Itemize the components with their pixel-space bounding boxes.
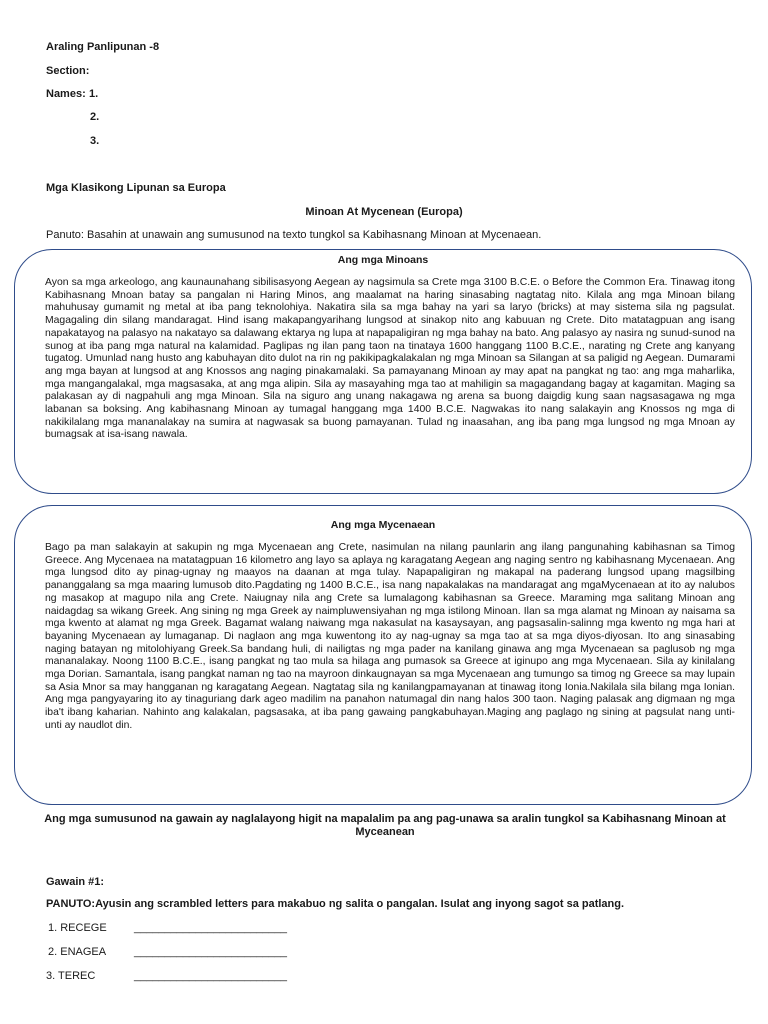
reading-instructions: Panuto: Basahin at unawain ang sumusunod na texto tungkol sa Kabihasnang Minoan at Mycenaean. xyxy=(46,229,542,241)
minoans-text: Ayon sa mga arkeologo, ang kaunaunahang sibilisasyong Aegean ay nagsimula sa Crete mga 3100 B.C.E. o Before the Common Era. Tinawag itong Kabihasnang Mnoan batay sa pangalan ni Haring Minos, ang maalamat na haring sinasabing nagtatag nito. Kilala ang mga Minoan bilang mahuhusay gumamit ng metal at iba pang teknolohiya. Nakatira sila sa mga bahay na yari sa laryo (bricks) at may sistema sila ng pagsulat. Magagaling din silang mandaragat. Hind isang makapangyarihang lungsod at sinakop nito ang kabuuan ng Crete. Dito matatagpuan ang isang napakatayog na palasyo na nakatayo sa dalawang ektarya ng lupa at napapaligiran ng mga bahay na bato. Ang palasyo ay nasira ng sunud-sunod na sunog at iba pang mga natural na kalamidad. Paglipas ng ilan pang taon na tinataya 1600 hanggang 1100 B.C.E., narating ng Crete ang kanyang tugatog. Umunlad nang husto ang kabuhayan dito dulot na rin ng pakikipagkalakalan ng mga Minoan sa Silangan at sa paligid ng Aegean. Dumarami ang mga bayan at lungsod at ang Knossos ang naging pinakamalaki. Sa pamayanang Minoan ay may apat na pangkat ng tao: ang mga maharlika, mga mangangalakal, mga magsasaka, at ang mga alipin. Sila ay masayahing mga tao at mahiligin sa magagandang bagay at kagamitan. Maging sa palakasan ay di nagpahuli ang mga Minoan. Sila na siguro ang unang nakagawa ng arena sa buong daigdig kung saan nagsasagawa ng mga labanan sa boksing. Ang kabihasnang Minoan ay tumagal hanggang mga 1400 B.C.E. Nagwakas ito nang salakayin ang Knossos ng mga di nakikilalang mga mananalakay na sumira at nagwasak sa buong pamayanan. Tulad ng inaasahan, ang iba pang mga lungsod ng mga Mnoan ay bumagsak at isa-isang nawala. xyxy=(45,277,735,441)
name-slot-2: 2. xyxy=(90,111,100,123)
names-label: Names: xyxy=(46,88,86,100)
minoans-box xyxy=(14,249,752,494)
answer-blank-2[interactable]: _________________________ xyxy=(134,946,287,958)
subject-heading: Araling Panlipunan -8 xyxy=(46,41,160,53)
name-slot-3: 3. xyxy=(90,135,100,147)
mycenaean-box xyxy=(14,505,752,805)
topic-heading: Mga Klasikong Lipunan sa Europa xyxy=(46,182,226,194)
item-label-3: 3. TEREC xyxy=(46,970,96,982)
mycenaean-text: Bago pa man salakayin at sakupin ng mga Mycenaean ang Crete, nasimulan na nilang paunlarin ang ilang pangunahing kabihasnan sa Timog Greece. Ang Mycenaea na matatagpuan 16 kilometro ang layo sa aplaya ng karagatang Aegean ang naging sentro ng kabihasnang Mycenaean. Ang mga lungsod dito ay pinag-ugnay ng maayos na daanan at mga tulay. Napapaligiran ng makapal na paderang lungsod upang magsilbing pananggalang sa mga maaring lumusob dito.Pagdating ng 1400 B.C.E., isa nang napakalakas na mandaragat ang mgaMycenaean at ito ay nalubos ng masakop at magupo nila ang Crete. Naiugnay nila ang Crete sa lumalagong kabihasnan sa Greece. Maraming mga salitang Minoan ang naidagdag sa wikang Greek. Ang sining ng mga Greek ay naimpluwensiyahan ng mga istilong Minoan. Ilan sa mga alamat ng Minoan ay naisama sa mga kwento at alamat ng mga Greek. Bagamat walang naiwang mga nakasulat na kasaysayan, ang pagsasalin-salinng mga kwento ng mga hari at bayaning Mycenaean ay lumaganap. Di naglaon ang mga kuwentong ito ay nag-ugnay sa mga tao at sa mga diyos-diyosan. Ito ang sinasabing naging batayan ng mitolohiyang Greek.Sa bandang huli, di nailigtas ng mga pader na kanilang ginawa ang mga Mycenaean sa paglusob ng mga mananalakay. Noong 1100 B.C.E., isang pangkat ng tao mula sa hilaga ang pumasok sa Greece at iginupo ang mga Mycenaean. Sila ay kinilalang mga Dorian. Samantala, isang pangkat naman ng tao na mayroon dinkaugnayan sa mga Mycenaean ang tumungo sa timog ng Greece sa may lupain sa Asia Mnor sa may hangganan ng karagatang Aegean. Nagtatag sila ng kanilangpamayanan at tinawag itong Ionia.Nakilala sila bilang mga Ionian. Ang mga pangyayaring ito ay tinaguriang dark ageo madilim na panahon natumagal din nang halos 300 taon. Naging palasak ang digmaan ng mga iba't ibang kaharian. Nahinto ang kalakalan, pagsasaka, at iba pang gawaing pangkabuhayan.Maging ang paglago ng sining at pagsulat nang unti-unti ay naudlot din. xyxy=(45,542,735,731)
activity-title: Gawain #1: xyxy=(46,876,105,888)
minoans-title: Ang mga Minoans xyxy=(337,254,429,266)
answer-blank-1[interactable]: _________________________ xyxy=(134,922,287,934)
activity-instruction: PANUTO:Ayusin ang scrambled letters para makabuo ng salita o pangalan. Isulat ang inyong sagot sa patlang. xyxy=(46,898,625,910)
item-label-1: 1. RECEGE xyxy=(48,922,107,934)
name-slot-1: 1. xyxy=(89,88,99,100)
activity-intro: Ang mga sumusunod na gawain ay naglalayong higit na mapalalim pa ang pag-unawa sa aralin tungkol sa Kabihasnang Minoan at Myceanean xyxy=(44,813,726,838)
answer-blank-3[interactable]: _________________________ xyxy=(134,970,287,982)
mycenaean-title: Ang mga Mycenaean xyxy=(330,519,436,531)
section-label: Section: xyxy=(46,65,90,77)
item-label-2: 2. ENAGEA xyxy=(48,946,107,958)
main-title: Minoan At Mycenean (Europa) xyxy=(305,206,463,218)
